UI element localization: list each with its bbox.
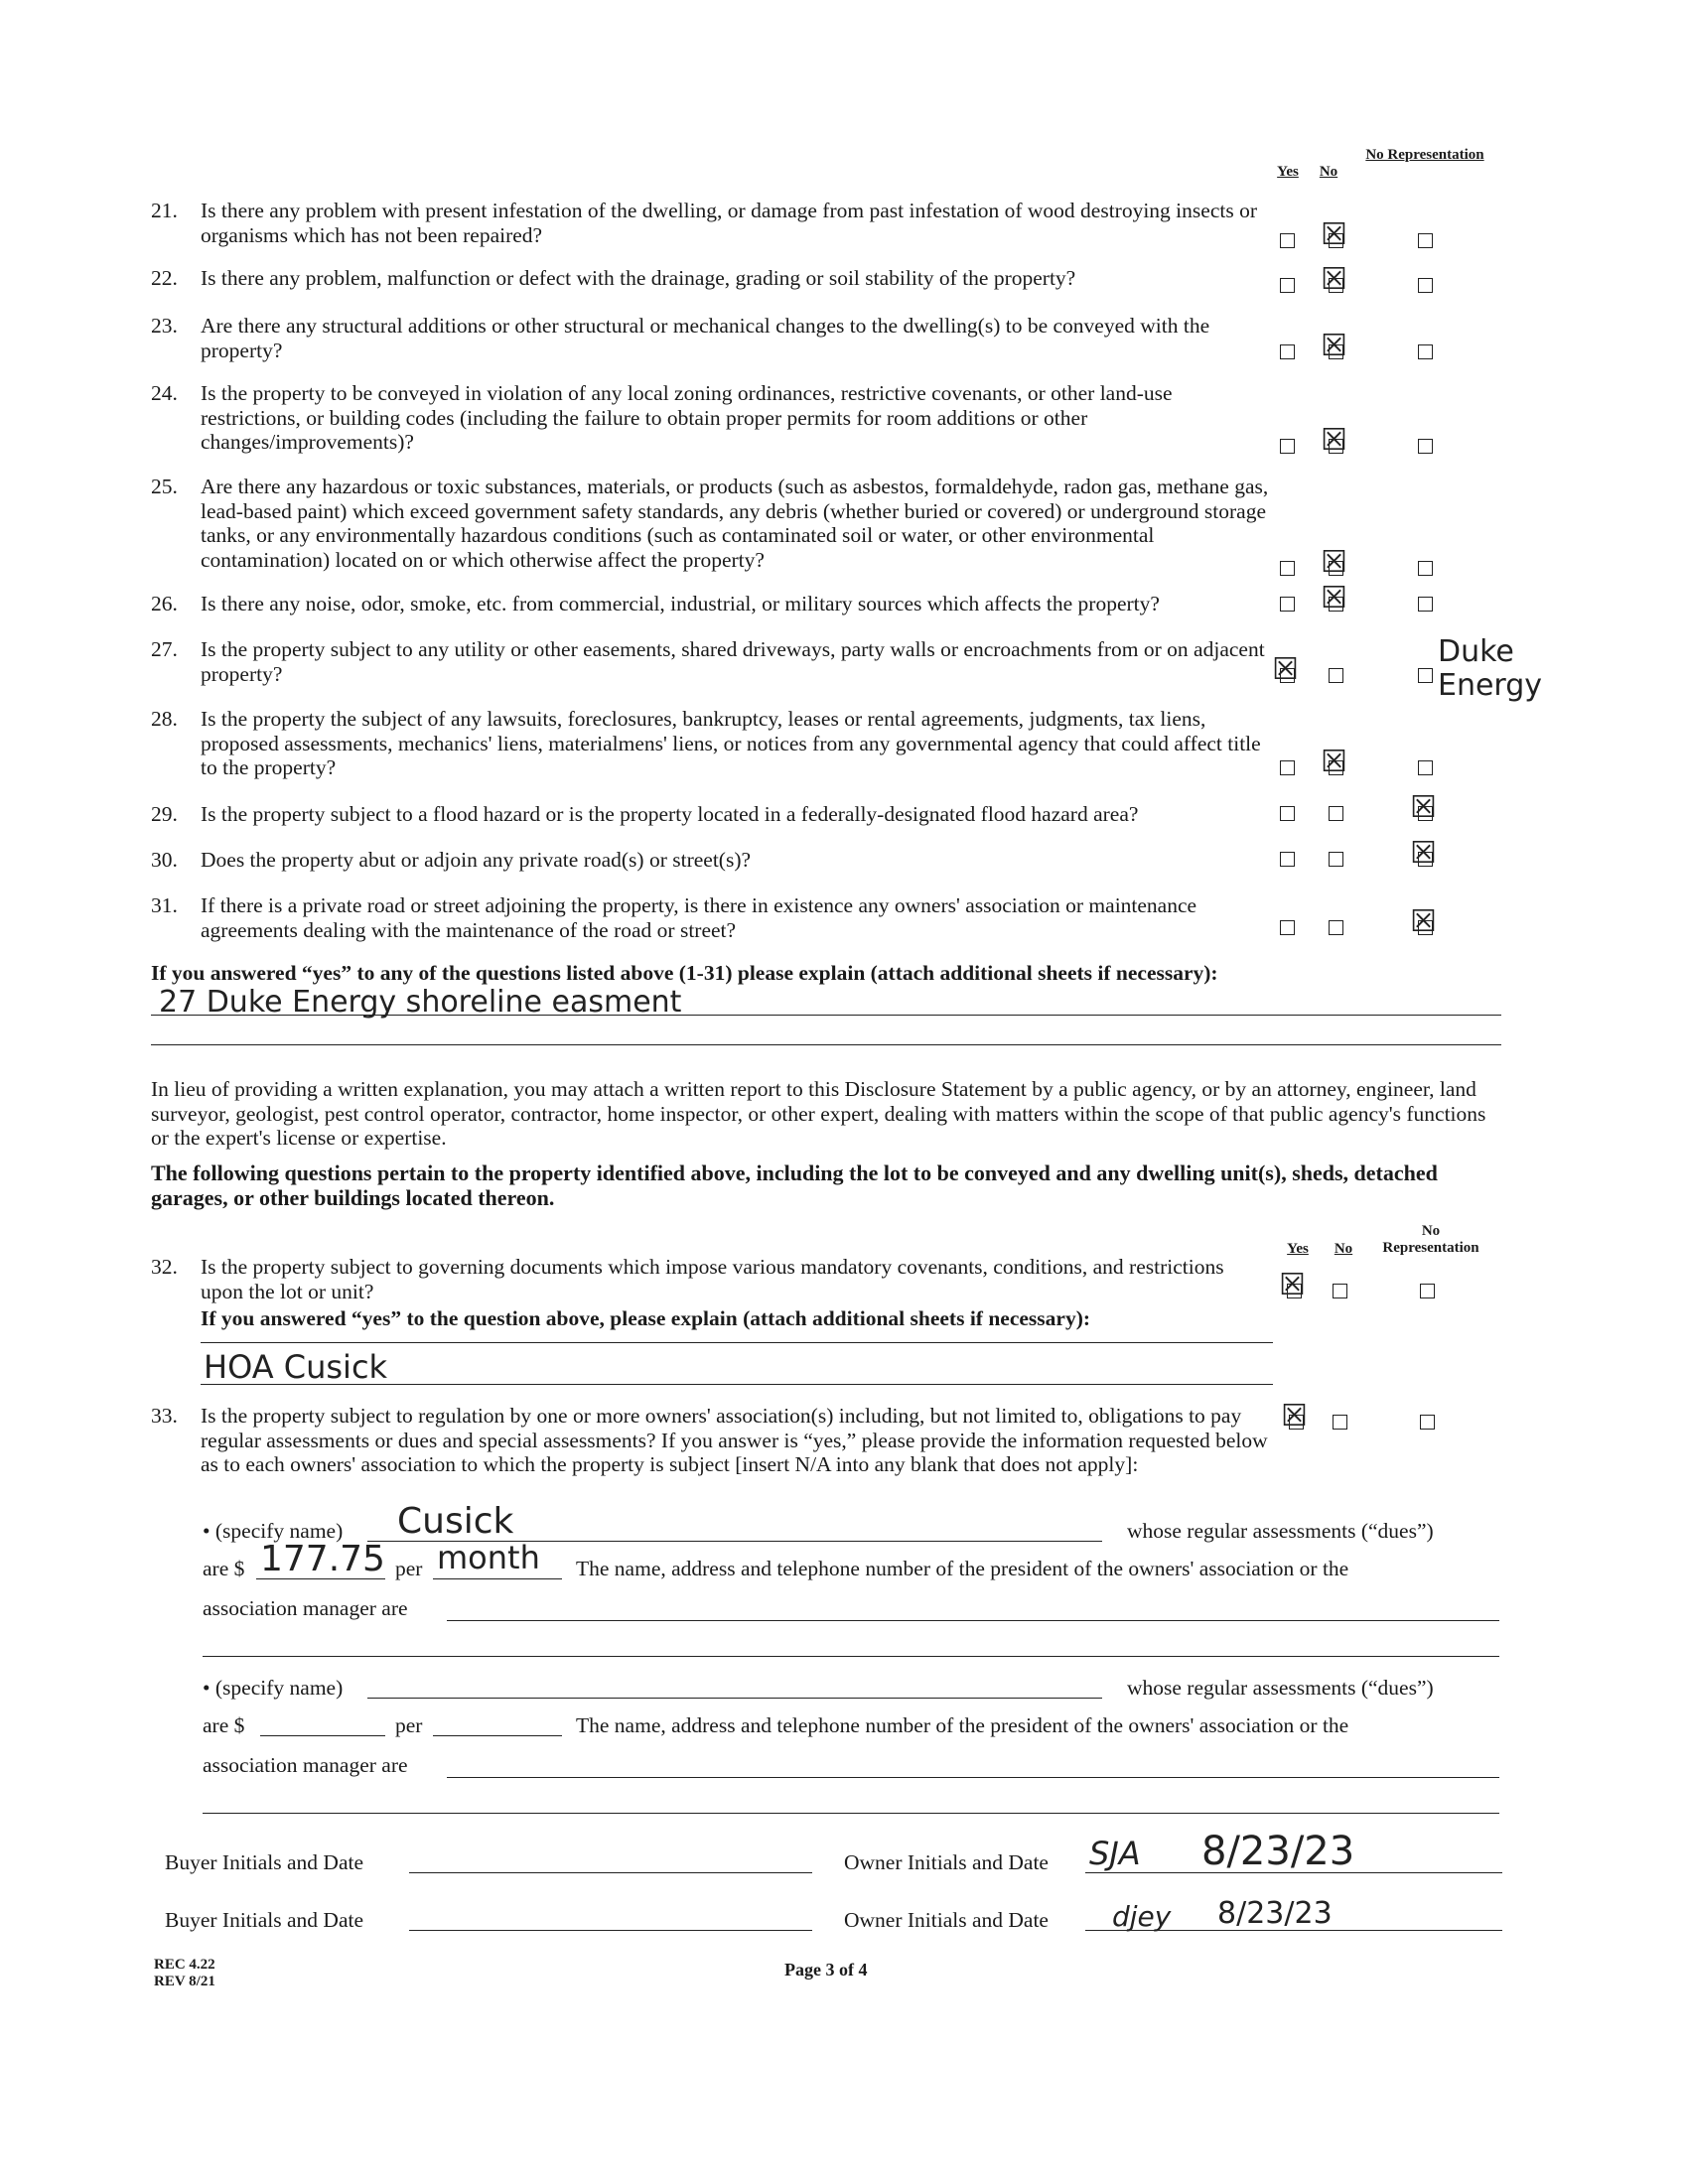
no-column-header: No xyxy=(1334,1241,1353,1257)
question-text: Is there any problem, malfunction or defect with the drainage, grading or soil stability of the property? xyxy=(201,266,1076,290)
question-23 xyxy=(151,314,1271,362)
question-text: Are there any structural additions or other structural or mechanical changes to the dwelling(s) to be conveyed with the property? xyxy=(201,314,1210,362)
question-text: Are there any hazardous or toxic substances, materials, or products (such as asbestos, formaldehyde, radon gas, methane gas, lead-based paint) which exceed government safety standards, any debris (whether buried or covered) or underground storage tanks, or any environmentally hazardous conditions (such as contaminated soil or water, or other environmental contamination) located on or which otherwise affect the property? xyxy=(201,475,1269,572)
answer-line xyxy=(201,1384,1273,1385)
checkmark-icon: ☒ xyxy=(1321,262,1347,297)
answer-line xyxy=(151,1044,1501,1045)
checkmark-icon: ☒ xyxy=(1321,545,1347,580)
question-text: Is the property the subject of any lawsuits, foreclosures, bankruptcy, leases or rental agreements, judgments, tax liens, proposed assessments, mechanics' liens, materialmens' liens, or notices from any governmental agency that could affect title to the property? xyxy=(201,707,1261,779)
buyer-initials-line xyxy=(409,1930,812,1931)
buyer-initials-label: Buyer Initials and Date xyxy=(165,1850,364,1874)
answer-line xyxy=(201,1342,1273,1343)
checkmark-icon: ☒ xyxy=(1321,745,1347,779)
checkmark-icon: ☒ xyxy=(1321,329,1347,363)
period-blank-line xyxy=(433,1735,562,1736)
owner-initials-line xyxy=(1085,1872,1502,1873)
yes-checkbox[interactable] xyxy=(1280,852,1295,867)
yes-checkbox[interactable] xyxy=(1280,561,1295,576)
question-32 xyxy=(151,1255,1271,1303)
amount-blank-line xyxy=(260,1735,385,1736)
no-representation-checkbox[interactable] xyxy=(1418,439,1433,454)
owner-date-value: 8/23/23 xyxy=(1217,1896,1333,1931)
no-checkbox[interactable] xyxy=(1329,668,1343,683)
checkmark-icon: ☒ xyxy=(1321,423,1347,458)
question-text: Is the property subject to governing documents which impose various mandatory covenants, conditions, and restrictions upon the lot or unit? xyxy=(201,1255,1224,1303)
question-text: Is the property subject to a flood hazard or is the property located in a federally-designated flood hazard area? xyxy=(201,802,1139,826)
no-checkbox[interactable] xyxy=(1333,1284,1347,1298)
yes-checkbox[interactable] xyxy=(1280,233,1295,248)
owner-initials-label: Owner Initials and Date xyxy=(844,1908,1049,1932)
association-name-value: Cusick xyxy=(397,1501,514,1542)
no-representation-checkbox[interactable] xyxy=(1418,344,1433,359)
owner-initials-line xyxy=(1085,1930,1502,1931)
question-number: 21. xyxy=(151,199,178,222)
question-text: Is there any noise, odor, smoke, etc. from commercial, industrial, or military sources which affects the property? xyxy=(201,592,1160,615)
amount-label: are $ xyxy=(203,1557,245,1580)
question-number: 27. xyxy=(151,637,178,661)
period-blank-line xyxy=(433,1578,562,1579)
question-28 xyxy=(151,707,1271,780)
question-33 xyxy=(151,1404,1271,1477)
no-checkbox[interactable] xyxy=(1333,1415,1347,1430)
yes-checkbox[interactable] xyxy=(1280,806,1295,821)
question-number: 22. xyxy=(151,266,178,290)
yes-checkbox[interactable] xyxy=(1280,597,1295,612)
buyer-initials-label: Buyer Initials and Date xyxy=(165,1908,364,1932)
question-25 xyxy=(151,475,1271,572)
checkmark-icon: ☒ xyxy=(1410,790,1437,825)
question-29 xyxy=(151,802,1271,827)
no-checkbox[interactable] xyxy=(1329,920,1343,935)
no-checkbox[interactable] xyxy=(1329,806,1343,821)
following-heading: The following questions pertain to the property identified above, including the lot to be conveyed and any dwelling unit(s), sheds, detached garages, or other buildings located thereon. xyxy=(151,1160,1438,1210)
dues-label: whose regular assessments (“dues”) xyxy=(1127,1676,1434,1700)
question-number: 26. xyxy=(151,592,178,615)
name-blank-line xyxy=(367,1698,1102,1699)
no-representation-checkbox[interactable] xyxy=(1418,668,1433,683)
owner-initials-signature: SJA xyxy=(1089,1835,1141,1872)
yes-checkbox[interactable] xyxy=(1280,278,1295,293)
checkmark-icon: ☒ xyxy=(1410,836,1437,871)
page-number: Page 3 of 4 xyxy=(784,1960,868,1979)
manager-label: association manager are xyxy=(203,1753,408,1777)
yes-column-header: Yes xyxy=(1277,164,1299,180)
manager-blank-line xyxy=(203,1656,1499,1657)
specify-name-label: • (specify name) xyxy=(203,1519,344,1543)
no-checkbox[interactable] xyxy=(1329,852,1343,867)
question-text: Does the property abut or adjoin any private road(s) or street(s)? xyxy=(201,848,752,872)
amount-blank-line xyxy=(256,1578,385,1579)
checkmark-icon: ☒ xyxy=(1272,652,1299,687)
president-info-text: The name, address and telephone number of the president of the owners' association or the xyxy=(576,1713,1349,1737)
manager-blank-line xyxy=(203,1813,1499,1814)
no-representation-checkbox[interactable] xyxy=(1418,760,1433,775)
lieu-paragraph: In lieu of providing a written explanation, you may attach a written report to this Disclosure Statement by a public agency, or by an attorney, engineer, land surveyor, geologist, pest control operator, contractor, home inspector, or other expert, dealing with matters within the scope of that public agency's functions or the expert's license or expertise. xyxy=(151,1077,1486,1150)
question-text: Is there any problem with present infestation of the dwelling, or damage from past infestation of wood destroying insects or organisms which has not been repaired? xyxy=(201,199,1257,247)
form-revision: REV 8/21 xyxy=(154,1974,215,1989)
no-representation-checkbox[interactable] xyxy=(1418,233,1433,248)
question-text: Is the property subject to regulation by one or more owners' association(s) including, but not limited to, obligations to pay regular assessments or dues and special assessments? If you answer is “yes,” please provide the information requested below as to each owners' association to which the property is subject [insert N/A into any blank that does not apply]: xyxy=(201,1404,1268,1476)
question-text: Is the property to be conveyed in violation of any local zoning ordinances, restrictive covenants, or other land-use restrictions, or building codes (including the failure to obtain proper permits for room additions or other changes/improvements)? xyxy=(201,381,1173,454)
question-27 xyxy=(151,637,1271,686)
question-31 xyxy=(151,893,1271,942)
no-representation-checkbox[interactable] xyxy=(1420,1284,1435,1298)
buyer-initials-line xyxy=(409,1872,812,1873)
form-code: REC 4.22 xyxy=(154,1957,215,1973)
manager-blank-line xyxy=(447,1620,1499,1621)
question-number: 28. xyxy=(151,707,178,731)
specify-name-label: • (specify name) xyxy=(203,1676,344,1700)
no-representation-column-header: No Representation xyxy=(1365,147,1484,163)
question-number: 31. xyxy=(151,893,178,917)
q32-explain-prompt: If you answered “yes” to the question above, please explain (attach additional sheets if necessary): xyxy=(201,1306,1091,1330)
margin-note-27: Duke Energy xyxy=(1438,634,1543,703)
checkmark-icon: ☒ xyxy=(1279,1268,1306,1302)
explain-prompt-1-31: If you answered “yes” to any of the questions listed above (1-31) please explain (attach additional sheets if necessary): xyxy=(151,961,1218,985)
yes-checkbox[interactable] xyxy=(1280,439,1295,454)
dues-label: whose regular assessments (“dues”) xyxy=(1127,1519,1434,1543)
question-text: If there is a private road or street adjoining the property, is there in existence any owners' association or maintenance agreements dealing with the maintenance of the road or street? xyxy=(201,893,1197,942)
no-column-header: No xyxy=(1319,164,1338,180)
q32-explain-answer: HOA Cusick xyxy=(204,1348,388,1386)
dues-amount-value: 177.75 xyxy=(260,1539,385,1579)
amount-label: are $ xyxy=(203,1713,245,1737)
question-30 xyxy=(151,848,1271,873)
question-number: 25. xyxy=(151,475,178,498)
yes-checkbox[interactable] xyxy=(1280,920,1295,935)
question-24 xyxy=(151,381,1271,455)
per-label: per xyxy=(395,1713,423,1737)
no-representation-checkbox[interactable] xyxy=(1420,1415,1435,1430)
owner-initials-signature: djey xyxy=(1112,1900,1172,1933)
manager-label: association manager are xyxy=(203,1596,408,1620)
dues-period-value: month xyxy=(437,1539,540,1576)
manager-blank-line xyxy=(447,1777,1499,1778)
question-number: 29. xyxy=(151,802,178,826)
yes-column-header: Yes xyxy=(1287,1241,1309,1257)
per-label: per xyxy=(395,1557,423,1580)
owner-initials-label: Owner Initials and Date xyxy=(844,1850,1049,1874)
owner-date-value: 8/23/23 xyxy=(1201,1829,1355,1874)
question-text: Is the property subject to any utility or other easements, shared driveways, party walls or encroachments from or on adjacent property? xyxy=(201,637,1265,686)
checkmark-icon: ☒ xyxy=(1321,217,1347,252)
question-number: 24. xyxy=(151,381,178,405)
question-number: 23. xyxy=(151,314,178,338)
checkmark-icon: ☒ xyxy=(1281,1399,1308,1433)
checkmark-icon: ☒ xyxy=(1321,581,1347,615)
yes-checkbox[interactable] xyxy=(1280,760,1295,775)
president-info-text: The name, address and telephone number of the president of the owners' association or the xyxy=(576,1557,1349,1580)
answer-line xyxy=(151,1015,1501,1016)
question-22 xyxy=(151,266,1271,291)
no-representation-checkbox[interactable] xyxy=(1418,278,1433,293)
question-21 xyxy=(151,199,1271,247)
question-26 xyxy=(151,592,1271,616)
no-representation-column-header: No Representation xyxy=(1382,1223,1479,1256)
no-representation-checkbox[interactable] xyxy=(1418,561,1433,576)
no-representation-checkbox[interactable] xyxy=(1418,597,1433,612)
question-number: 30. xyxy=(151,848,178,872)
question-number: 33. xyxy=(151,1404,178,1428)
checkmark-icon: ☒ xyxy=(1410,904,1437,939)
question-number: 32. xyxy=(151,1255,178,1279)
explain-answer-1-31: 27 Duke Energy shoreline easment xyxy=(159,985,682,1020)
yes-checkbox[interactable] xyxy=(1280,344,1295,359)
